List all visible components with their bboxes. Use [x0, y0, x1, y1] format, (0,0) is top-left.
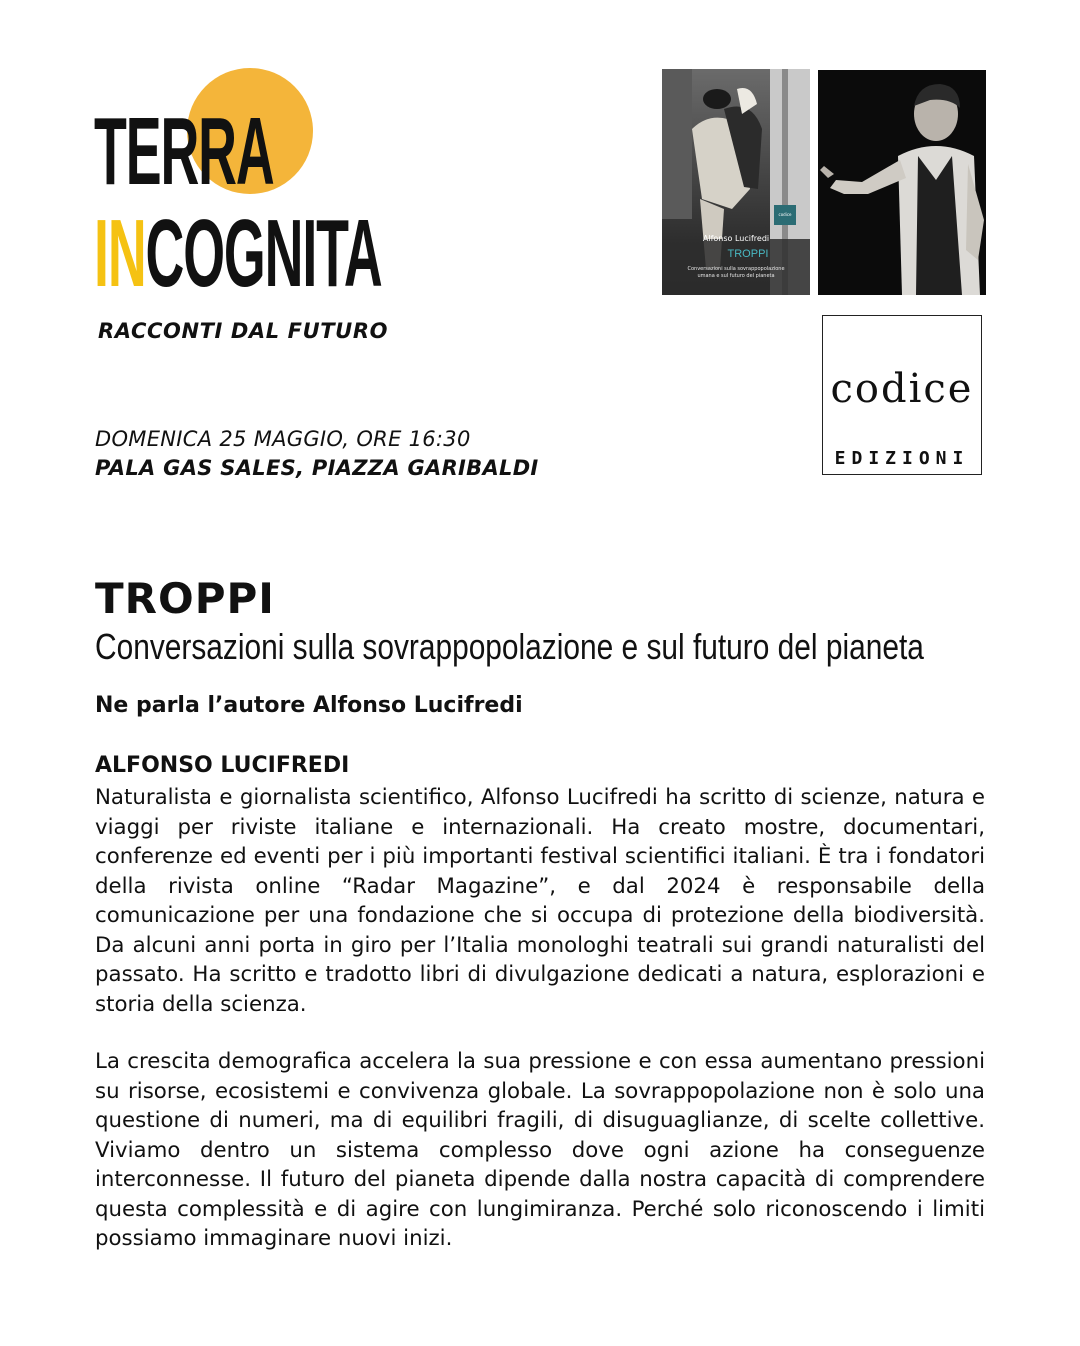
- book-title: TROPPI: [95, 574, 275, 623]
- book-subtitle: Conversazioni sulla sovrappopolazione e sul futuro del pianeta: [95, 626, 924, 667]
- author-bio-paragraph: Naturalista e giornalista scientifico, Alfonso Lucifredi ha scritto di scienze, natura e viaggi per riviste italiane e internazionali. Ha creato mostre, documentari, conferenze ed eventi per i più importanti festival scientifici italiani. È tra i fondatori della rivista online “Radar Magazine”, e dal 2024 è responsabile della comunicazione per una fondazione che si occupa di protezione della biodiversità. Da alcuni anni porta in giro per l’Italia monologhi teatrali sui grandi naturalisti del passato. Ha scritto e tradotto libri di divulgazione dedicati a natura, esplorazioni e storia della scienza.: [95, 785, 985, 1017]
- publisher-name: codice: [830, 366, 974, 412]
- cover-title: TROPPI: [727, 248, 769, 260]
- cover-subtitle-line2: umana e sul futuro del pianeta: [697, 273, 775, 279]
- author-heading: ALFONSO LUCIFREDI: [95, 753, 350, 778]
- publisher-logo: [822, 315, 982, 475]
- logo-word-incognita: [94, 200, 382, 307]
- event-date-time: DOMENICA 25 MAGGIO, ORE 16:30: [95, 427, 471, 451]
- author-photo-illustration: [818, 70, 986, 295]
- book-cover-illustration: [662, 69, 810, 295]
- festival-tagline: RACCONTI DAL FUTURO: [98, 319, 389, 343]
- cover-author: Alfonso Lucifredi: [702, 234, 770, 243]
- author-photo: [818, 70, 986, 295]
- logo-rest-cognita: COGNITA: [145, 200, 382, 307]
- publisher-subname: EDIZIONI: [834, 448, 970, 469]
- festival-logo: [92, 66, 382, 307]
- cover-publisher-mark: codice: [778, 212, 792, 217]
- book-cover-image: [662, 69, 810, 295]
- theme-paragraph: La crescita demografica accelera la sua pressione e con essa aumentano pressioni su risorse, ecosistemi e convivenza globale. La sovrappopolazione non è solo una questione di numeri, ma di equilibri fragili, di disuguaglianze, di scelte collettive. Viviamo dentro un sistema complesso dove ogni azione ha conseguenze interconnesse. Il futuro del pianeta dipende dalla nostra capacità di comprendere questa complessità e di agire con lungimiranza. Perché solo riconoscendo i limiti possiamo immaginare nuovi inizi.: [95, 1049, 985, 1251]
- logo-word-terra: TERRA: [94, 98, 274, 205]
- cover-subtitle-line1: Conversazioni sulla sovrappopolazione: [687, 266, 785, 272]
- event-location: PALA GAS SALES, PIAZZA GARIBALDI: [95, 456, 539, 480]
- talk-intro-line: Ne parla l’autore Alfonso Lucifredi: [95, 693, 523, 718]
- logo-accent-in: IN: [94, 200, 146, 307]
